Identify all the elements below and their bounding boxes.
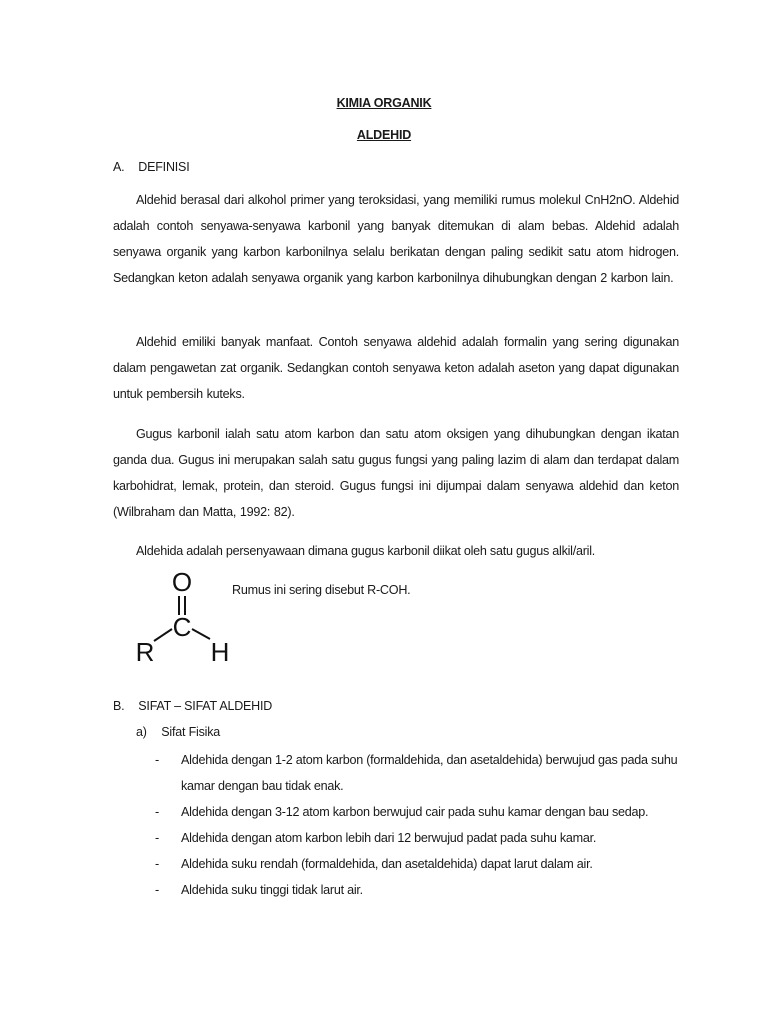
list-item-text: Aldehida suku tinggi tidak larut air.	[181, 883, 363, 897]
document-subtitle	[0, 128, 768, 142]
list-item	[155, 877, 685, 903]
list-item-text: Aldehida dengan atom karbon lebih dari 12 berwujud padat pada suhu kamar.	[181, 831, 597, 845]
paragraph-definition	[113, 187, 679, 291]
physical-properties-list	[155, 747, 685, 903]
paragraph-aldehyde-definition: Aldehida adalah persenyawaan dimana gugus karbonil diikat oleh satu gugus alkil/aril.	[136, 544, 596, 558]
document-title	[0, 96, 768, 110]
list-item-text: Aldehida dengan 3-12 atom karbon berwujud cair pada suhu kamar dengan bau sedap.	[181, 805, 649, 819]
section-b-title: SIFAT – SIFAT ALDEHID	[138, 699, 273, 713]
subsection-marker: a)	[136, 725, 147, 739]
list-item-text: Aldehida suku rendah (formaldehida, dan asetaldehida) dapat larut dalam air.	[181, 857, 593, 871]
paragraph-definition-text: Aldehid berasal dari alkohol primer yang teroksidasi, yang memiliki rumus molekul CnH2nO. Aldehid adalah contoh senyawa-senyawa karbonil yang banyak ditemukan di alam bebas. Aldehid adalah senyawa organik yang karbon karbonilnya selalu berikatan dengan paling sedikit satu atom hidrogen. Sedangkan keton adalah senyawa organik yang karbon karbonilnya dihubungkan dengan 2 karbon lain.	[113, 193, 679, 285]
svg-text:O: O	[171, 567, 193, 597]
dash-bullet: -	[155, 883, 159, 897]
svg-text:C: C	[172, 612, 192, 642]
document-title-text: KIMIA ORGANIK	[336, 96, 432, 110]
list-item	[155, 799, 685, 825]
paragraph-uses	[113, 329, 679, 407]
aldehyde-structure-image	[130, 566, 240, 666]
list-item	[155, 747, 685, 799]
svg-text:R: R	[135, 637, 155, 666]
dash-bullet: -	[155, 805, 159, 819]
subsection-title: Sifat Fisika	[161, 725, 221, 739]
list-item	[155, 851, 685, 877]
svg-text:H: H	[210, 637, 230, 666]
paragraph-carbonyl	[113, 421, 679, 525]
dash-bullet: -	[155, 831, 159, 845]
subsection-physical-heading	[136, 725, 220, 739]
dash-bullet: -	[155, 753, 159, 767]
aldehyde-structure-diagram	[130, 566, 240, 666]
dash-bullet: -	[155, 857, 159, 871]
formula-caption: Rumus ini sering disebut R-COH.	[232, 583, 411, 597]
document-subtitle-text: ALDEHID	[356, 128, 412, 142]
list-item-text: Aldehida dengan 1-2 atom karbon (formaldehida, dan asetaldehida) berwujud gas pada suhu kamar dengan bau tidak enak.	[181, 753, 678, 793]
section-b-marker: B.	[113, 699, 125, 713]
list-item	[155, 825, 685, 851]
paragraph-uses-text: Aldehid emiliki banyak manfaat. Contoh senyawa aldehid adalah formalin yang sering digunakan dalam pengawetan zat organik. Sedangkan contoh senyawa keton adalah aseton yang dapat digunakan untuk pembersih kuteks.	[113, 335, 679, 401]
section-a-title: DEFINISI	[138, 160, 190, 174]
section-a-heading	[113, 160, 189, 174]
section-a-marker: A.	[113, 160, 125, 174]
paragraph-carbonyl-text: Gugus karbonil ialah satu atom karbon dan satu atom oksigen yang dihubungkan dengan ikatan ganda dua. Gugus ini merupakan salah satu gugus fungsi yang paling lazim di alam dan terdapat dalam karbohidrat, lemak, protein, dan steroid. Gugus fungsi ini dijumpai dalam senyawa aldehid dan keton (Wilbraham dan Matta, 1992: 82).	[113, 427, 679, 519]
section-b-heading	[113, 699, 272, 713]
